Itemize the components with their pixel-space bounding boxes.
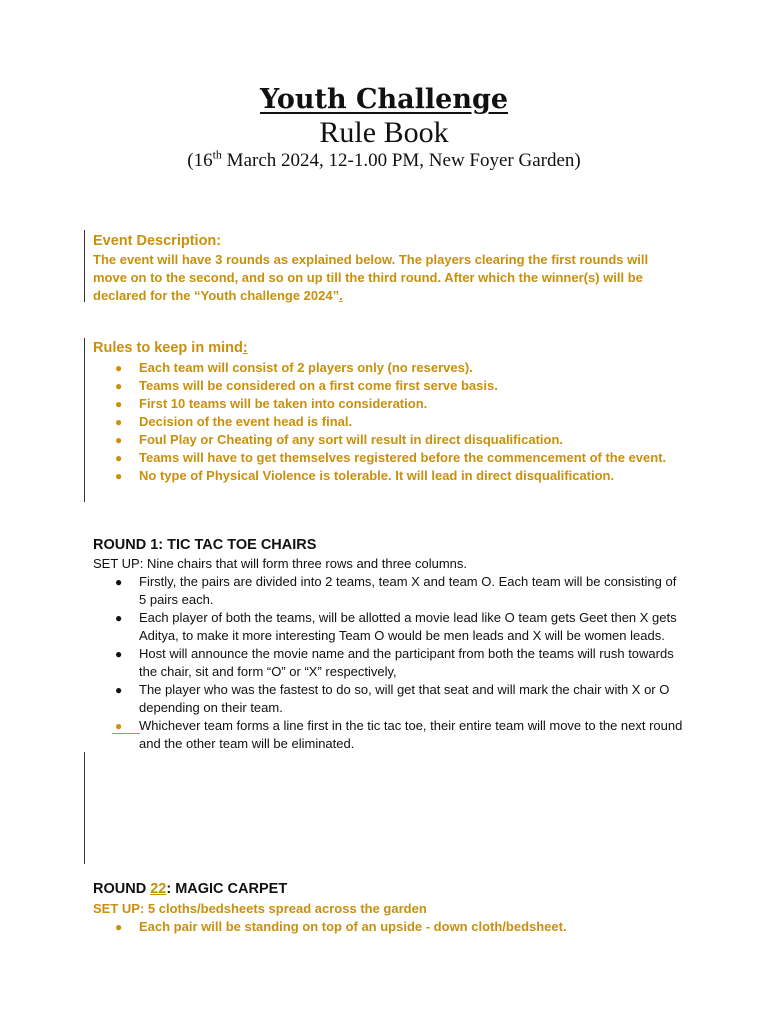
round-2-heading-pre: ROUND [93, 881, 151, 897]
document-subtitle: Rule Book [319, 116, 449, 149]
event-description-body: The event will have 3 rounds as explained below. The players clearing the first rounds will move on to the second, and so on up till the third round. After which the winner(s) will be declared for the “Youth challenge 2024” [93, 252, 649, 303]
list-item [93, 449, 678, 467]
round-1-step: Each player of both the teams, will be allotted a movie lead like O team gets Geet then X gets Aditya, to make it more interesting Team O would be men leads and X will be women leads. [139, 610, 677, 643]
list-item [93, 359, 678, 377]
round-1-heading: ROUND 1: TIC TAC TOE CHAIRS [93, 537, 317, 553]
round-1-step: Host will announce the movie name and the participant from both the teams will rush towards the chair, sit and form “O” or “X” respectively, [139, 646, 674, 679]
change-bar-rules [84, 338, 85, 502]
bullet-icon: ● [115, 433, 123, 447]
list-item [93, 413, 678, 431]
round-1-step: Firstly, the pairs are divided into 2 teams, team X and team O. Each team will be consisting of 5 pairs each. [139, 574, 677, 607]
round-1-step: Whichever team forms a line first in the tic tac toe, their entire team will move to the next round and the other team will be eliminated. [139, 718, 683, 751]
rules-heading-text: Rules to keep in mind [93, 340, 243, 356]
bullet-icon: ● [115, 415, 123, 429]
list-item [93, 467, 678, 485]
rule-text: Teams will have to get themselves registered before the commencement of the event. [139, 450, 667, 465]
bullet-icon: ● [115, 575, 123, 589]
list-item [93, 573, 683, 609]
round-2-heading-post: : MAGIC CARPET [166, 881, 288, 897]
bullet-icon: ● [115, 451, 123, 465]
rule-text: Each team will consist of 2 players only (no reserves). [139, 360, 473, 375]
list-item [93, 645, 683, 681]
rule-text: No type of Physical Violence is tolerable. It will lead in direct disqualification. [139, 468, 615, 483]
list-item [93, 717, 683, 753]
rule-text: Foul Play or Cheating of any sort will result in direct disqualification. [139, 432, 564, 447]
round-2-setup: SET UP: 5 cloths/bedsheets spread across the garden [93, 901, 427, 916]
round-1-step: The player who was the fastest to do so, will get that seat and will mark the chair with X or O depending on their team. [139, 682, 670, 715]
bullet-icon: ● [115, 397, 123, 411]
round-2-number: 22 [150, 881, 167, 897]
bullet-icon: ● [115, 469, 123, 483]
document-title: Youth Challenge [259, 84, 509, 115]
bullet-icon: ● [115, 719, 123, 733]
list-item [93, 609, 683, 645]
change-bar-event [84, 230, 85, 302]
bullet-icon: ● [115, 361, 123, 375]
round-2-list [93, 918, 678, 936]
bullet-icon: ● [115, 647, 123, 661]
date-superscript: th [212, 147, 222, 162]
list-item [93, 681, 683, 717]
list-item [93, 395, 678, 413]
bullet-icon: ● [115, 379, 123, 393]
round-1-list [93, 573, 683, 753]
event-description-end: . [339, 288, 343, 303]
list-item [93, 918, 678, 936]
bullet-icon: ● [115, 683, 123, 697]
rules-list [93, 359, 678, 485]
round-2-step: Each pair will be standing on top of an upside - down cloth/bedsheet. [139, 919, 567, 934]
rules-heading [93, 340, 248, 356]
round-1-setup: SET UP: Nine chairs that will form three rows and three columns. [93, 556, 468, 571]
date-rest: March 2024, 12-1.00 PM, New Foyer Garden) [221, 150, 581, 171]
date-prefix: (16 [187, 150, 213, 171]
rules-heading-colon: : [242, 340, 248, 356]
change-bar-round-1 [84, 752, 85, 864]
rule-text: Teams will be considered on a first come first serve basis. [139, 378, 498, 393]
event-date-line [0, 147, 768, 172]
rule-text: Decision of the event head is final. [139, 414, 353, 429]
event-description-text [93, 251, 683, 305]
round-2-heading [93, 881, 287, 897]
event-description-heading: Event Description: [93, 233, 222, 249]
bullet-icon: ● [115, 920, 123, 934]
bullet-icon: ● [115, 611, 123, 625]
list-item [93, 377, 678, 395]
rule-text: First 10 teams will be taken into consideration. [139, 396, 428, 411]
list-item [93, 431, 678, 449]
